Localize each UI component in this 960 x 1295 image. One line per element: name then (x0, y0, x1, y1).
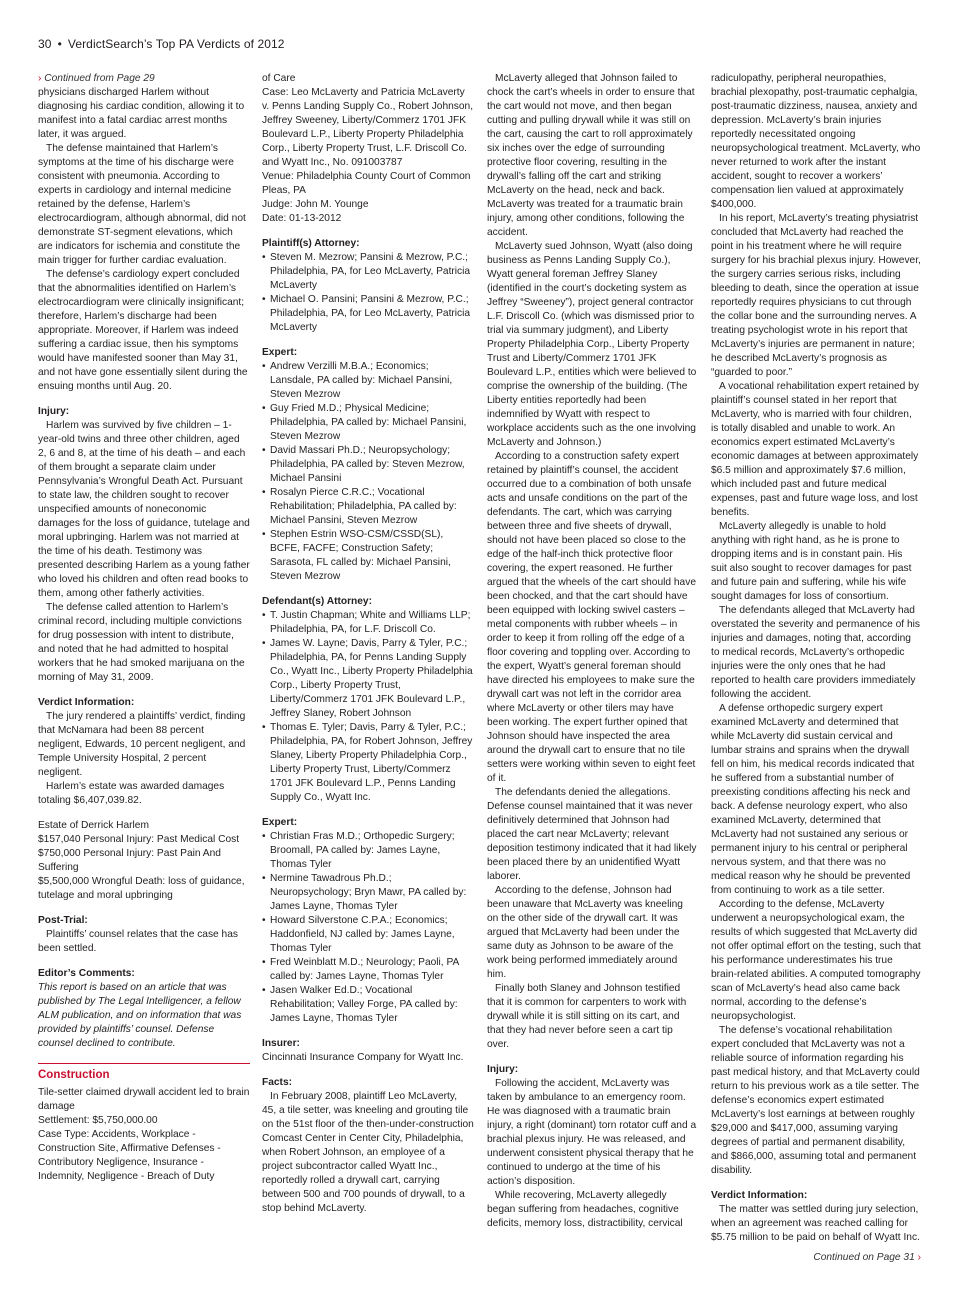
paragraph: McLaverty alleged that Johnson failed to chock the cart’s wheels in order to ensure that the cart would not move, and then began cutting and pulling drywall while it was still on the cart, causing the cart to roll approximately six inches over the edge of surrounding protective floor covering, resulting in the drywall’s falling off the cart and striking McLaverty on the head, neck and back. McLaverty was treated for a traumatic brain injury, among other conditions, following the accident. (487, 73, 695, 238)
plaintiff-expert-list (262, 360, 474, 584)
column-2 (262, 72, 474, 1216)
estate-name: Estate of Derrick Harlem (38, 820, 149, 831)
plaintiff-attorney-list (262, 251, 474, 335)
paragraph: The defendants denied the allegations. Defense counsel maintained that it was never definitively determined that Johnson had placed the cart near McLaverty; relevant deposition testimony indicated that it had likely been placed there by an unidentified Wyatt laborer. (487, 787, 697, 882)
publication-title: VerdictSearch’s Top PA Verdicts of 2012 (67, 37, 285, 51)
paragraph: McLaverty sued Johnson, Wyatt (also doing business as Penns Landing Supply Co.), Wyatt general foreman Jeffrey Slaney (identified in the court’s docketing system as Jeffrey “Sweeney”), project general contractor L.F. Driscoll Co. (which was dismissed prior to trial via summary judgment), and Liberty Property Philadelphia Corp., Liberty Property Trust and Liberty/Commerz 1701 JFK Boulevard L.P., entities which were believed to comprise the ownership of the building. (The Liberty entities reportedly had been indemnified by Wyatt with respect to workplace accidents such as the one involving McLaverty and Johnson.) (487, 241, 697, 448)
list-item: • Jasen Walker Ed.D.; Vocational Rehabilitation; Valley Forge, PA called by: James Layne, Thomas Tyler (262, 984, 474, 1026)
paragraph: Plaintiffs’ counsel relates that the case has been settled. (38, 929, 238, 954)
column-4 (711, 72, 921, 1265)
paragraph: In February 2008, plaintiff Leo McLaverty, 45, a tile setter, was kneeling and grouting tile on the 51st floor of the then-under-construction Comcast Center in Center City, Philadelphia, when Robert Johnson, an employee of a project subcontractor called Wyatt Inc., reportedly rolled a drywall cart, carrying between 500 and 700 pounds of drywall, to a stop behind McLaverty. (262, 1091, 474, 1214)
continued-on-label: Continued on Page 31 (813, 1252, 915, 1263)
paragraph: According to the defense, Johnson had been unaware that McLaverty was kneeling on the other side of the drywall cart. It was argued that McLaverty had been under the same duty as Johnson to be aware of the work being performed immediately around him. (487, 885, 683, 980)
header-separator: • (57, 37, 62, 51)
award-line: $157,040 Personal Injury: Past Medical Cost (38, 834, 240, 845)
section-title-construction: Construction (38, 1069, 110, 1081)
section-heading-verdict: Verdict Information: (711, 1190, 808, 1201)
paragraph: The defense’s vocational rehabilitation expert concluded that McLaverty was not a reliable source of information regarding his past medical history, and that McLaverty could return to his previous work as a tile setter. The defense’s economics expert estimated McLaverty’s lost earnings at between roughly $29,000 and $417,000, assuming varying degrees of partial and permanent disability, and $866,000, assuming total and permanent disability. (711, 1025, 920, 1176)
paragraph: The defense’s cardiology expert concluded that the abnormalities identified on Harlem’s electrocardiogram were clinically insignificant; therefore, Harlem’s discharge had been appropriate. Moreover, if Harlem was indeed suffering a cardiac issue, then his symptoms would have manifested sooner than May 31, and not have gone essentially silent during the ensuing months until Aug. 20. (38, 269, 248, 392)
paragraph: According to a construction safety expert retained by plaintiff’s counsel, the accident occurred due to a combination of both unsafe acts and unsafe conditions on the part of the defendants. The cart, which was carrying between three and five sheets of drywall, should not have been placed so close to the edge of the half-inch thick protective floor covering, the expert reasoned. He further argued that the wheels of the cart should have been chocked, and that the cart should have been equipped with locking swivel casters – metal components with rubber wheels – in order to keep it from rolling off the edge of a floor covering and toppling over. According to the expert, Wyatt’s general foreman should have directed his employees to make sure the drywall cart was not left in the corridor area where McLaverty or other tilers may have been working. The expert further opined that Johnson should have inspected the area around the drywall cart to ensure that no tile setters were working within seven to eight feet of it. (487, 451, 696, 784)
list-item: • Stephen Estrin WSO-CSM/CSSD(SL), BCFE, FACFE; Construction Safety; Sarasota, FL called by: Michael Pansini, Steven Mezrow (262, 528, 474, 584)
insurer: Cincinnati Insurance Company for Wyatt Inc. (262, 1052, 464, 1063)
paragraph: Harlem was survived by five children – 1-year-old twins and three other children, aged 2, 6 and 8, at the time of his death – and each of them brought a separate claim under Pennsylvania’s Wrongful Death Act. Pursuant to state law, the children sought to recover unspecified amounts of noneconomic damages for the loss of guidance, tutelage and moral upbringing. Harlem was not married at the time of his death. Testimony was presented describing Harlem as a young father who loved his children and often read books to them, among other fatherly activities. (38, 420, 250, 599)
list-item: • Steven M. Mezrow; Pansini & Mezrow, P.C.; Philadelphia, PA, for Leo McLaverty, Patricia McLaverty (262, 251, 474, 293)
list-item: • Guy Fried M.D.; Physical Medicine; Philadelphia, PA called by: Michael Pansini, Steven Mezrow (262, 402, 474, 444)
list-item: • James W. Layne; Davis, Parry & Tyler, P.C.; Philadelphia, PA, for Penns Landing Supply Co., Wyatt Inc., Liberty Property Philadelphia Corp., Liberty Property Trust, Liberty/Commerz 1701 JFK Boulevard L.P., Jeffrey Slaney, Robert Johnson (262, 637, 474, 721)
list-item: • Rosalyn Pierce C.R.C.; Vocational Rehabilitation; Philadelphia, PA called by: Michael Pansini, Steven Mezrow (262, 486, 474, 528)
paragraph: A vocational rehabilitation expert retained by plaintiff’s counsel stated in her report that McLaverty, who is married with four children, is totally disabled and unable to work. An economics expert estimated McLaverty’s economic damages at between approximately $6.5 million and approximately $7.6 million, which included past and future medical expenses, past and future wage loss, and lost benefits. (711, 381, 919, 518)
list-item: • T. Justin Chapman; White and Williams LLP; Philadelphia, PA, for L.F. Driscoll Co. (262, 609, 474, 637)
paragraph: Following the accident, McLaverty was taken by ambulance to an emergency room. He was diagnosed with a traumatic brain injury, a right (dominant) torn rotator cuff and a brachial plexus injury. He was released, and underwent consistent physical therapy that he continued to undergo at the time of his action’s disposition. (487, 1078, 697, 1187)
venue: Venue: Philadelphia County Court of Common Pleas, PA (262, 171, 471, 196)
case-type: Case Type: Accidents, Workplace - Construction Site, Affirmative Defenses - Contributory Negligence, Insurance - Indemnity, Negligence - Breach of Duty (38, 1129, 221, 1182)
column-3 (487, 72, 697, 1231)
paragraph: The jury rendered a plaintiffs’ verdict, finding that McNamara had been 88 percent negligent, Edwards, 10 percent negligent, and Temple University Hospital, 2 percent negligent. (38, 711, 246, 778)
paragraph: The defense called attention to Harlem’s criminal record, including multiple convictions for drug possession with intent to distribute, and noted that he had admitted to hospital workers that he had smoked marijuana on the morning of May 31, 2009. (38, 602, 245, 683)
section-heading-plaintiff-attorney: Plaintiff(s) Attorney: (262, 238, 360, 249)
paragraph: A defense orthopedic surgery expert examined McLaverty and determined that while McLaverty did sustain cervical and lumbar strains and sprains when the drywall fell on him, his medical records indicated that he suffered from a substantial number of preexisting conditions affecting his neck and back. A defense neurology expert, who also examined McLaverty, determined that McLaverty had not sustained any serious or permanent injury to his central or peripheral nervous system, and that there was no medical reason why he should be prevented from continuing to work as a tile setter. (711, 703, 915, 896)
section-heading-facts: Facts: (262, 1077, 293, 1088)
list-item: • Christian Fras M.D.; Orthopedic Surgery; Broomall, PA called by: James Layne, Thomas Tyler (262, 830, 474, 872)
paragraph: radiculopathy, peripheral neuropathies, brachial plexopathy, post-traumatic cephalgia, post-traumatic dizziness, nausea, anxiety and depression. McLaverty’s brain injuries reportedly necessitated ongoing neuropsychological treatment. McLaverty, who never returned to work after the instant accident, sought to recover a workers’ compensation lien valued at approximately $400,000. (711, 73, 921, 210)
paragraph: McLaverty allegedly is unable to hold anything with right hand, as he is prone to dropping items and is in constant pain. His suit also sought to recover damages for past and future pain and suffering, while his wife sought damages for loss of consortium. (711, 521, 912, 602)
defendant-attorney-list (262, 609, 474, 805)
case-summary: Tile-setter claimed drywall accident led to brain damage (38, 1087, 250, 1112)
date: Date: 01-13-2012 (262, 213, 342, 224)
case-type-continued: of Care (262, 73, 296, 84)
paragraph: physicians discharged Harlem without diagnosing his cardiac condition, allowing it to manifest into a fatal cardiac arrest months later, it was argued. (38, 87, 245, 140)
paragraph: While recovering, McLaverty allegedly began suffering from headaches, cognitive deficits, memory loss, distractibility, cervical (487, 1190, 683, 1229)
section-divider (38, 1063, 250, 1082)
list-item: • Michael O. Pansini; Pansini & Mezrow, P.C.; Philadelphia, PA, for Leo McLaverty, Patricia McLaverty (262, 293, 474, 335)
column-1 (38, 72, 250, 1184)
list-item: • Fred Weinblatt M.D.; Neurology; Paoli, PA called by: James Layne, Thomas Tyler (262, 956, 474, 984)
continued-from-link[interactable] (38, 72, 250, 86)
continued-from-label: Continued from Page 29 (44, 73, 155, 84)
section-heading-editors-comments: Editor’s Comments: (38, 968, 135, 979)
list-item: • Howard Silverstone C.P.A.; Economics; Haddonfield, NJ called by: James Layne, Thomas Tyler (262, 914, 474, 956)
settlement: Settlement: $5,750,000.00 (38, 1115, 158, 1126)
list-item: • Andrew Verzilli M.B.A.; Economics; Lansdale, PA called by: Michael Pansini, Steven Mezrow (262, 360, 474, 402)
running-header (38, 37, 285, 51)
chevron-right-icon: › (917, 1252, 921, 1263)
chevron-right-icon: › (38, 73, 42, 84)
paragraph: Finally both Slaney and Johnson testified that it is common for carpenters to work with drywall while it is still sitting on its cart, and that they had never before seen a cart tip over. (487, 983, 687, 1050)
paragraph: Harlem’s estate was awarded damages totaling $6,407,039.82. (38, 781, 225, 806)
section-heading-injury: Injury: (487, 1064, 519, 1075)
award-line: $750,000 Personal Injury: Past Pain And Suffering (38, 848, 221, 873)
section-heading-insurer: Insurer: (262, 1038, 300, 1049)
list-item: • David Massari Ph.D.; Neuropsychology; Philadelphia, PA called by: Steven Mezrow, Michael Pansini (262, 444, 474, 486)
section-heading-defendant-attorney: Defendant(s) Attorney: (262, 596, 372, 607)
section-heading-expert: Expert: (262, 347, 298, 358)
continued-on-link[interactable] (711, 1251, 921, 1265)
section-heading-expert: Expert: (262, 817, 298, 828)
list-item: • Thomas E. Tyler; Davis, Parry & Tyler, P.C.; Philadelphia, PA, for Robert Johnson, Jeffrey Slaney, Liberty Property Philadelphia Corp., Liberty Property Trust, Liberty/Commerz 1701 JFK Boulevard L.P., Penns Landing Supply Co., Wyatt Inc. (262, 721, 474, 805)
section-heading-post-trial: Post-Trial: (38, 915, 88, 926)
list-item: • Nermine Tawadrous Ph.D.; Neuropsychology; Bryn Mawr, PA called by: James Layne, Thomas Tyler (262, 872, 474, 914)
award-line: $5,500,000 Wrongful Death: loss of guidance, tutelage and moral upbringing (38, 876, 245, 901)
defense-expert-list (262, 830, 474, 1026)
paragraph: The matter was settled during jury selection, when an agreement was reached calling for $5.75 million to be paid on behalf of Wyatt Inc. (711, 1204, 920, 1243)
page-number: 30 (38, 37, 52, 51)
paragraph: In his report, McLaverty’s treating physiatrist concluded that McLaverty had reached the point in his treatment where he will require surgery for his brachial plexus injury. However, the surgery carries serious risks, including bleeding to death, since the operation at issue reportedly requires physicians to cut through the collar bone and the surrounding nerves. A treating psychologist wrote in his report that McLaverty’s injuries are permanent in nature; he described McLaverty’s prognosis as “guarded to poor.” (711, 213, 921, 378)
case-caption: Case: Leo McLaverty and Patricia McLaverty v. Penns Landing Supply Co., Robert Johnson, Jeffrey Sweeney, Liberty/Commerz 1701 JFK Boulevard L.P., Liberty Property Philadelphia Corp., Liberty Property Trust, L.F. Driscoll Co. and Wyatt Inc., No. 091003787 (262, 87, 474, 168)
section-heading-verdict: Verdict Information: (38, 697, 135, 708)
paragraph: According to the defense, McLaverty underwent a neuropsychological exam, the results of which suggested that McLaverty did not offer optimal effort on the testing, such that his performance underestimates his true brain-related abilities. A computed tomography scan of McLaverty’s head also came back normal, according to the defense’s neuropsychologist. (711, 899, 921, 1022)
editors-comment: This report is based on an article that was published by The Legal Intelligencer, a fellow ALM publication, and on information that was provided by plaintiffs’ counsel. Defense counsel declined to contribute. (38, 982, 242, 1049)
judge: Judge: John M. Younge (262, 199, 369, 210)
paragraph: The defense maintained that Harlem’s symptoms at the time of his discharge were consistent with pneumonia. According to experts in cardiology and internal medicine retained by the defense, Harlem’s electrocardiogram, although abnormal, did not demonstrate ST-segment elevations, which are indicators for ischemia and constitute the main trigger for further cardiac evaluation. (38, 143, 246, 266)
section-heading-injury: Injury: (38, 406, 70, 417)
paragraph: The defendants alleged that McLaverty had overstated the severity and permanence of his injuries and damages, noting that, according to medical records, McLaverty’s orthopedic injuries were the only ones that he had reported to health care providers immediately following the accident. (711, 605, 920, 700)
